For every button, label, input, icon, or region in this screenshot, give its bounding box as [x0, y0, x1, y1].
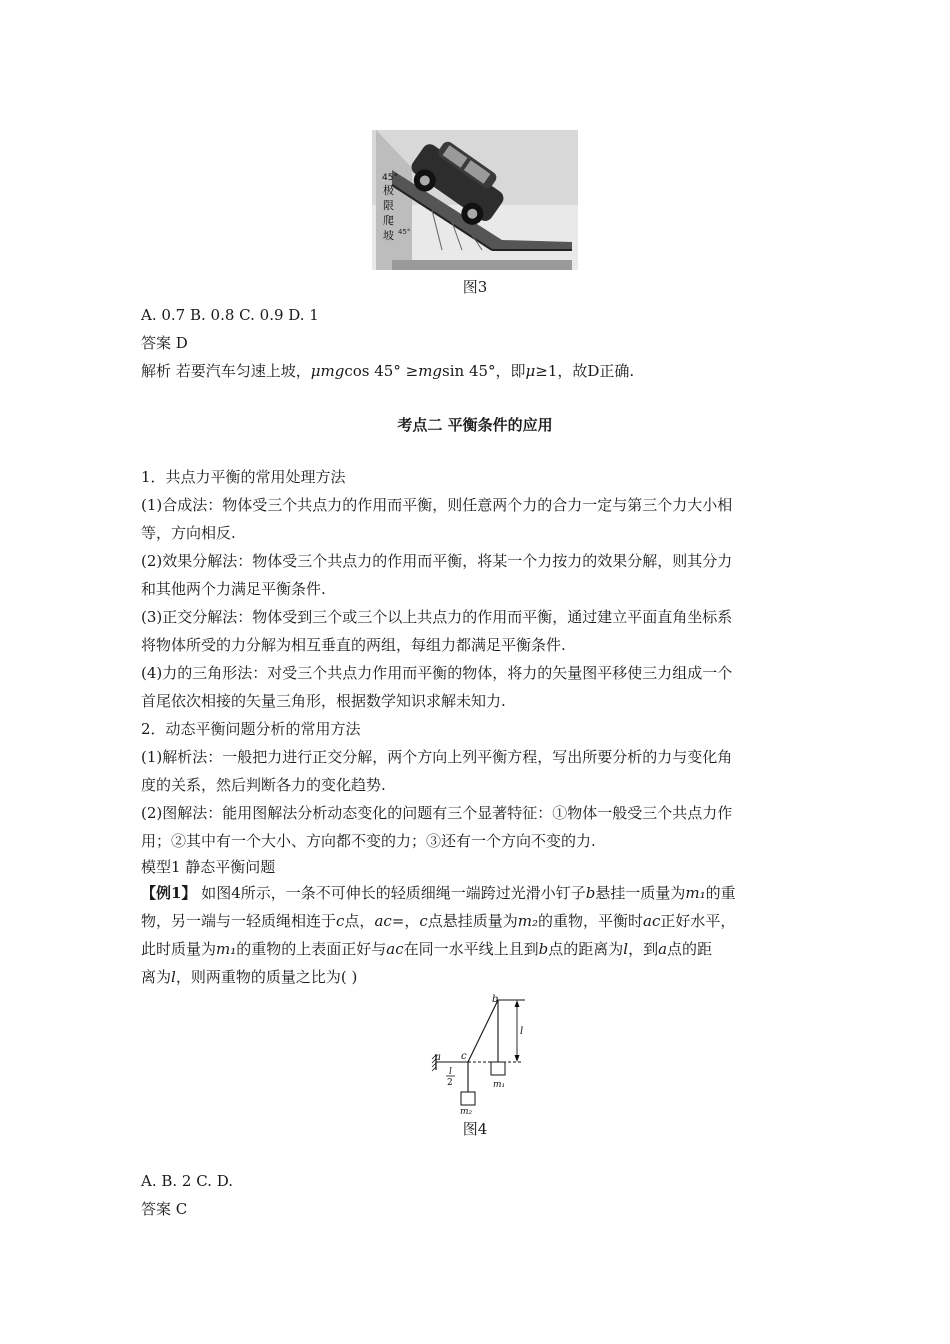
text-line: (1)合成法：物体受三个共点力的作用而平衡，则任意两个力的合力一定与第三个力大小相 [141, 496, 733, 514]
label-b: b [492, 994, 499, 1005]
text-line: (3)正交分解法：物体受到三个或三个以上共点力的作用而平衡，通过建立平面直角坐标系 [141, 608, 733, 626]
label-c: c [461, 1051, 467, 1062]
text-line: 1．共点力平衡的常用处理方法 [141, 468, 346, 486]
q1-answer: 答案 D [141, 334, 188, 352]
text-line: 模型1 静态平衡问题 [141, 858, 276, 876]
svg-text:极: 极 [383, 184, 394, 197]
rope-diagram [425, 992, 545, 1114]
text-line: 将物体所受的力分解为相互垂直的两组，每组力都满足平衡条件. [141, 636, 566, 654]
example-line-3: 此时质量为m₁的重物的上表面正好与ac在同一水平线上且到b点的距离为l，到a点的距 [141, 940, 713, 958]
label-l-half-num: l [449, 1067, 452, 1077]
svg-text:坡: 坡 [383, 229, 394, 242]
q2-options: A. B. 2 C. D. [141, 1172, 233, 1190]
example-line-1: 【例1】 如图4所示，一条不可伸长的轻质细绳一端跨过光滑小钉子b悬挂一质量为m₁的重 [141, 884, 736, 902]
example-line-4: 离为l，则两重物的质量之比为( ) [141, 968, 358, 986]
label-m2: m₂ [460, 1107, 473, 1114]
example-line-2: 物，另一端与一轻质绳相连于c点，ac=，c点悬挂质量为m₂的重物，平衡时ac正好水平， [141, 912, 736, 930]
label-l: l [520, 1026, 524, 1037]
figure4-caption: 图4 [462, 1120, 488, 1138]
label-l-half-den: 2 [447, 1078, 453, 1088]
text-line: (1)解析法：一般把力进行正交分解，两个方向上列平衡方程，写出所要分析的力与变化角 [141, 748, 733, 766]
text-line: 首尾依次相接的矢量三角形，根据数学知识求解未知力. [141, 692, 506, 710]
angle-label: 45° [398, 228, 411, 236]
q1-options: A. 0.7 B. 0.8 C. 0.9 D. 1 [141, 306, 319, 324]
car-ramp-photo [372, 130, 578, 270]
text-line: 2．动态平衡问题分析的常用方法 [141, 720, 361, 738]
text-line: (4)力的三角形法：对受三个共点力作用而平衡的物体，将力的矢量图平移使三力组成一个 [141, 664, 733, 682]
text-line: 度的关系，然后判断各力的变化趋势. [141, 776, 386, 794]
text-line: 用；②其中有一个大小、方向都不变的力；③还有一个方向不变的力. [141, 832, 596, 850]
sign-text: 45° [382, 173, 398, 183]
label-a: a [435, 1052, 441, 1063]
svg-text:爬: 爬 [383, 214, 394, 227]
text-line: 和其他两个力满足平衡条件. [141, 580, 326, 598]
svg-text:限: 限 [383, 199, 394, 212]
text-line: (2)效果分解法：物体受三个共点力的作用而平衡，将某一个力按力的效果分解，则其分力 [141, 552, 733, 570]
q2-answer: 答案 C [141, 1200, 188, 1218]
label-m1: m₁ [493, 1080, 506, 1090]
text-line: (2)图解法：能用图解法分析动态变化的问题有三个显著特征：①物体一般受三个共点力作 [141, 804, 733, 822]
section-title: 考点二 平衡条件的应用 [397, 416, 553, 434]
figure3-caption: 图3 [462, 278, 488, 296]
q1-analysis: 解析 若要汽车匀速上坡，μmgcos 45° ≥mgsin 45°，即μ≥1，故D正确. [141, 362, 635, 380]
text-line: 等，方向相反. [141, 524, 236, 542]
